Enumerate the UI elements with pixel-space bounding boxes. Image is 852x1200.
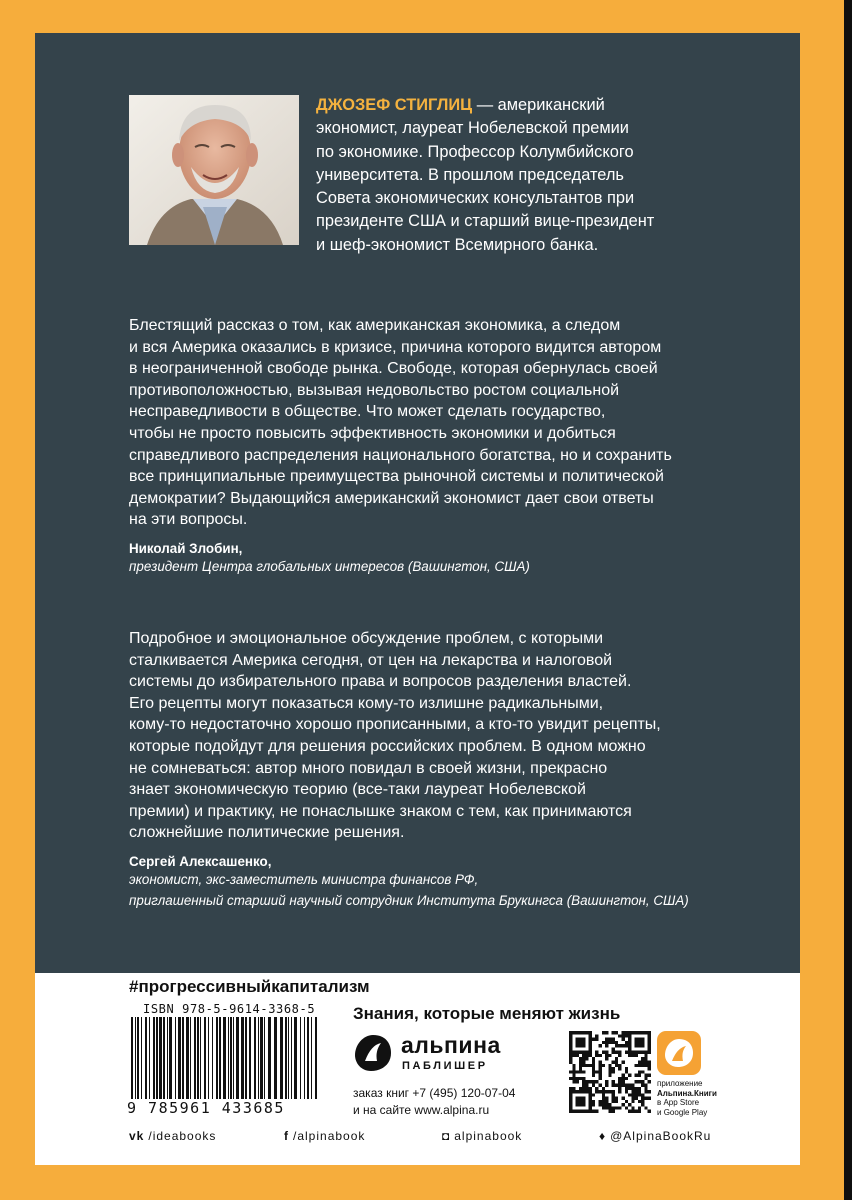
review-line: премии) и практику, не понаслышке знаком с тем, как принимаются bbox=[129, 802, 632, 820]
review-line: знает экономическую теорию (все-таки лауреат Нобелевской bbox=[129, 781, 586, 799]
isbn-barcode bbox=[127, 1002, 323, 1120]
review-line: справедливого распределения национального богатства, но и сохранить bbox=[129, 446, 672, 464]
review-line: в неограниченной свободе рынка. Свободе, которая обернулась своей bbox=[129, 360, 658, 378]
facebook-icon: f bbox=[284, 1129, 289, 1143]
bio-line: университета. В прошлом председатель bbox=[316, 165, 624, 184]
book-spine-edge bbox=[844, 0, 852, 1200]
review-line: Подробное и эмоциональное обсуждение проблем, с которыми bbox=[129, 630, 604, 647]
review-line: Его рецепты могут показаться кому-то излишне радикальными, bbox=[129, 694, 604, 712]
isbn-label: ISBN 978-5-9614-3368-5 bbox=[143, 1002, 316, 1016]
social-links bbox=[129, 1129, 729, 1149]
alpina-logo bbox=[353, 1029, 503, 1077]
order-phone: заказ книг +7 (495) 120-07-04 bbox=[353, 1086, 516, 1100]
publisher-footer bbox=[35, 973, 800, 1165]
review-line: Блестящий рассказ о том, как американская экономика, а следом bbox=[129, 317, 621, 334]
author-name: ДЖОЗЕФ СТИГЛИЦ bbox=[316, 96, 473, 114]
bio-line: и шеф-экономист Всемирного банка. bbox=[316, 235, 599, 254]
alpina-logo-mark bbox=[353, 1033, 393, 1073]
reviewer-name: Сергей Алексашенко, bbox=[129, 853, 272, 869]
reviewer-name: Николай Злобин, bbox=[129, 540, 243, 556]
hashtag: #прогрессивныйкапитализм bbox=[129, 977, 370, 996]
bio-line: президенте США и старший вице-президент bbox=[316, 212, 655, 231]
instagram-icon: ◘ bbox=[442, 1129, 451, 1143]
bio-line: Совета экономических консультантов при bbox=[316, 189, 635, 208]
logo-name: альпина bbox=[401, 1032, 501, 1058]
review-line: чтобы не просто повысить эффективность экономики и добиться bbox=[129, 424, 616, 442]
barcode-bars bbox=[127, 1017, 323, 1099]
app-store-note: приложение Альпина.Книги в App Store и Google Play bbox=[657, 1079, 717, 1117]
review-line: несправедливости в обществе. Что может сделать государство, bbox=[129, 403, 606, 421]
bio-line: экономист, лауреат Нобелевской премии bbox=[316, 119, 629, 138]
review-line: демократии? Выдающийся американский экономист дает свои ответы bbox=[129, 489, 654, 507]
review-line: и вся Америка оказались в кризисе, причина которого видится автором bbox=[129, 338, 662, 356]
bio-line: по экономике. Профессор Колумбийского bbox=[316, 142, 634, 161]
review-line: сталкивается Америка сегодня, от цен на лекарства и налоговой bbox=[129, 651, 613, 669]
alpina-app-icon bbox=[657, 1031, 701, 1075]
social-facebook[interactable]: f /alpinabook bbox=[284, 1129, 366, 1143]
reviewer-role: приглашенный старший научный сотрудник Института Брукингса (Вашингтон, США) bbox=[129, 892, 689, 908]
social-instagram[interactable]: ◘ alpinabook bbox=[442, 1129, 523, 1143]
twitter-icon: ♦ bbox=[599, 1129, 607, 1143]
author-bio bbox=[316, 94, 736, 257]
qr-code bbox=[569, 1031, 651, 1113]
review-aleksashenko bbox=[129, 628, 729, 911]
bio-line: ДЖОЗЕФ СТИГЛИЦ — американский bbox=[316, 96, 605, 114]
reviewer-role: президент Центра глобальных интересов (Вашингтон, США) bbox=[129, 558, 530, 574]
logo-subtitle: ПАБЛИШЕР bbox=[402, 1060, 488, 1072]
review-line: все принципиальные преимущества рыночной системы и политической bbox=[129, 468, 664, 486]
slogan: Знания, которые меняют жизнь bbox=[353, 1004, 621, 1023]
isbn-digits: 9 785961 433685 bbox=[127, 1099, 285, 1117]
review-line: на эти вопросы. bbox=[129, 511, 248, 529]
social-twitter[interactable]: ♦ @AlpinaBookRu bbox=[599, 1129, 712, 1143]
review-line: не сомневаться: автор много повидал в своей жизни, прекрасно bbox=[129, 759, 608, 777]
review-line: которые подойдут для решения российских проблем. В одном можно bbox=[129, 737, 646, 755]
review-line: противоположностью, вызывая недовольство ростом социальной bbox=[129, 381, 620, 399]
order-site: и на сайте www.alpina.ru bbox=[353, 1103, 490, 1117]
vk-icon: vk bbox=[129, 1129, 145, 1143]
back-cover-panel bbox=[35, 33, 800, 973]
review-line: сложнейшие политические решения. bbox=[129, 824, 405, 842]
review-line: кому-то недостаточно хорошо прописанными, а кто-то увидит рецепты, bbox=[129, 716, 661, 734]
review-zlobin bbox=[129, 315, 729, 577]
reviewer-role: экономист, экс-заместитель министра финансов РФ, bbox=[129, 871, 479, 887]
review-line: системы до избирательного права и вопросов разделения властей. bbox=[129, 673, 632, 691]
social-vk[interactable]: vk /ideabooks bbox=[129, 1129, 217, 1143]
order-info bbox=[353, 1085, 515, 1119]
author-photo bbox=[129, 95, 299, 245]
